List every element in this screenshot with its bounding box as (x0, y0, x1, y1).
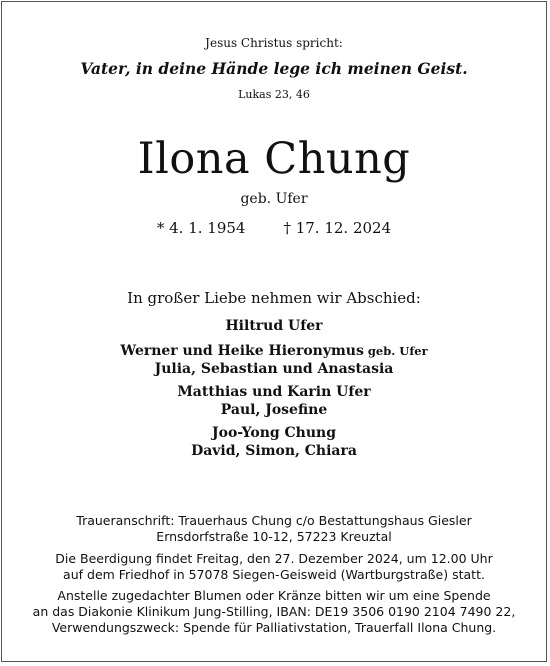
family-member (2, 343, 546, 359)
birth-name: geb. Ufer (240, 191, 308, 207)
donation-purpose: Verwendungszweck: Spende für Palliativstation, Trauerfall Ilona Chung. (51, 620, 497, 635)
funeral-info: Die Beerdigung findet Freitag, den 27. Dezember 2024, um 12.00 Uhr (55, 551, 493, 566)
family-member: Matthias und Karin Ufer (177, 384, 371, 400)
family-member: Hiltrud Ufer (225, 318, 323, 334)
deceased-name: Ilona Chung (137, 134, 411, 184)
death-date: † 17. 12. 2024 (283, 219, 392, 237)
obituary-notice (1, 1, 547, 662)
quote-reference: Lukas 23, 46 (238, 88, 310, 101)
donation-request: Anstelle zugedachter Blumen oder Kränze bitten wir um eine Spende (57, 588, 491, 603)
family-member-names: Werner und Heike Hieronymus (120, 343, 364, 359)
family-member: Joo-Yong Chung (212, 425, 336, 441)
family-member: David, Simon, Chiara (191, 443, 357, 459)
donation-iban: an das Diakonie Klinikum Jung-Stilling, IBAN: DE19 3506 0190 2104 7490 22, (32, 604, 516, 619)
bible-quote: Vater, in deine Hände lege ich meinen Geist. (80, 59, 468, 78)
mourning-address-street: Ernsdorfstraße 10-12, 57223 Kreuztal (156, 529, 392, 544)
mourning-address: Traueranschrift: Trauerhaus Chung c/o Bestattungshaus Giesler (76, 513, 472, 528)
family-member: Julia, Sebastian und Anastasia (154, 361, 394, 377)
family-member: Paul, Josefine (220, 402, 328, 418)
birth-date: * 4. 1. 1954 (156, 219, 246, 237)
life-dates (2, 219, 546, 237)
family-member-born-name: geb. Ufer (363, 344, 428, 358)
farewell-text: In großer Liebe nehmen wir Abschied: (127, 289, 421, 307)
funeral-location: auf dem Friedhof in 57078 Siegen-Geisweid (Wartburgstraße) statt. (63, 567, 485, 582)
quote-intro: Jesus Christus spricht: (205, 36, 343, 50)
